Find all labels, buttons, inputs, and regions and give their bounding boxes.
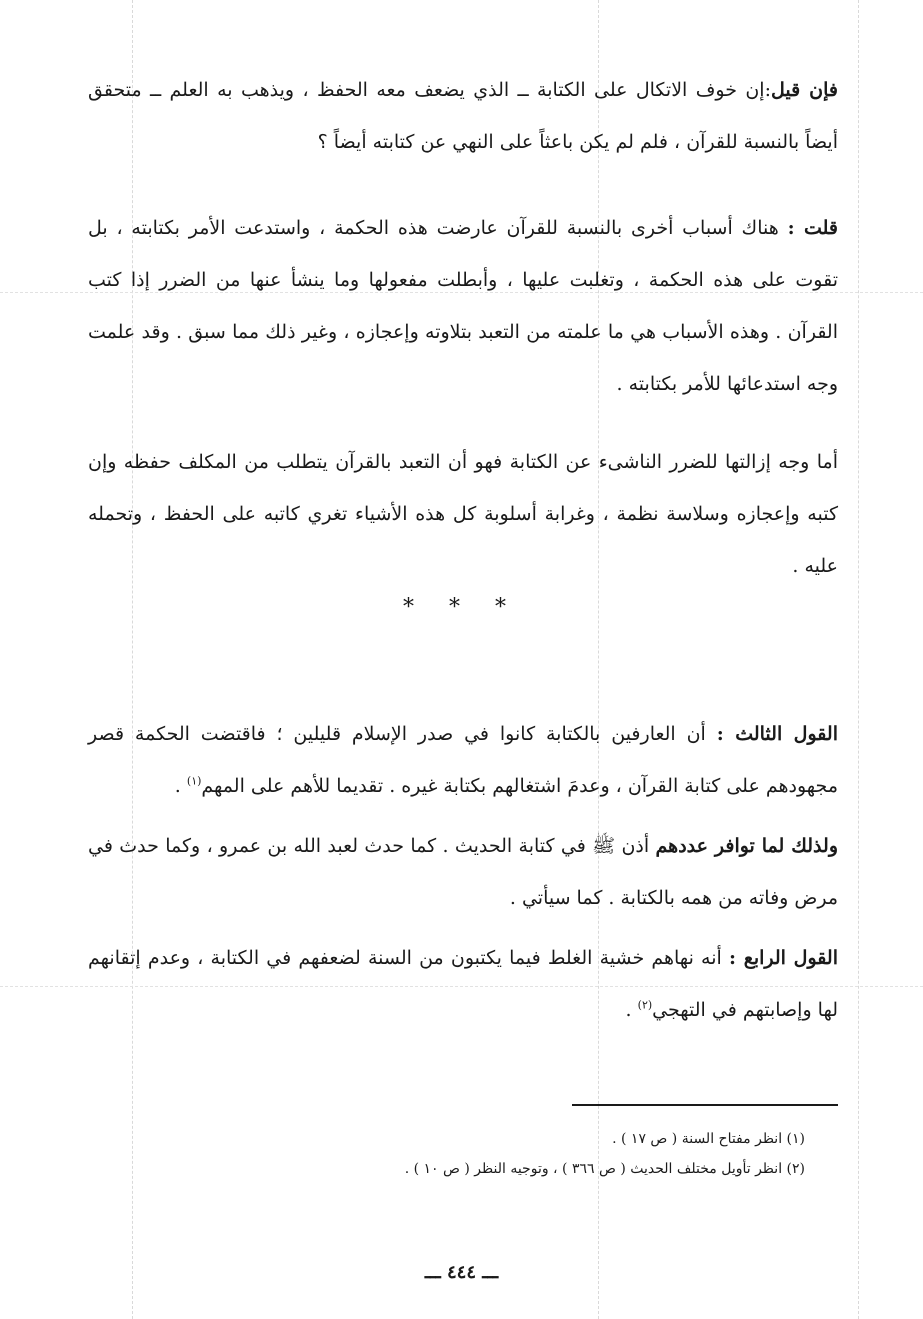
paragraph-third-opinion — [88, 708, 838, 812]
paragraph-text: هناك أسباب أخرى بالنسبة للقرآن عارضت هذه الحكمة ، واستدعت الأمر بكتابته ، بل تقوت على هذه الحكمة ، وتغلبت عليها ، وأبطلت مفعولها وما ينشأ عنها من الضرر إذا كتب القرآن . وهذه الأسباب هي ما علمته من التعبد بتلاوته وإعجازه ، وغير ذلك مما سبق . وقد علمت وجه استدعائها للأمر بكتابته . — [88, 217, 838, 395]
section-separator: * * * — [403, 595, 520, 620]
body-section-2 — [88, 708, 838, 1036]
paragraph-fourth-opinion — [88, 932, 838, 1036]
paragraph-text: أذن ﷺ في كتابة الحديث . كما حدث لعبد الله بن عمرو ، وكما حدث في مرض وفاته من همه بالكتابة . كما سيأتي . — [88, 835, 838, 909]
paragraph-tail: . — [174, 775, 187, 797]
page-number: ـــ ٤٤٤ ـــ — [424, 1262, 499, 1283]
paragraph-text: أن العارفين بالكتابة كانوا في صدر الإسلام قليلين ؛ فاقتضت الحكمة قصر مجهودهم على كتابة القرآن ، وعدمَ اشتغالهم بكتابة غيره . تقديما للأهم على المهم — [88, 723, 838, 797]
paragraph-lead: قلت : — [787, 217, 838, 239]
scan-guide-line — [858, 0, 859, 1319]
paragraph-lead: القول الرابع : — [728, 947, 838, 969]
paragraph-text: أنه نهاهم خشية الغلط فيما يكتبون من السنة لضعفهم في الكتابة ، وعدم إتقانهم لها وإصابتهم في التهجي — [88, 947, 838, 1021]
footnotes — [150, 1124, 805, 1184]
footnote-marker: (٢) — [637, 998, 653, 1012]
body-section-1 — [88, 64, 838, 592]
paragraph-explanation — [88, 436, 838, 592]
paragraph-lead: ولذلك لما توافر عددهم — [655, 835, 838, 857]
paragraph-lead: القول الثالث : — [716, 723, 838, 745]
paragraph-objection — [88, 64, 838, 168]
footnote-item: (٢) انظر تأويل مختلف الحديث ( ص ٣٦٦ ) ، وتوجيه النظر ( ص ١٠ ) . — [404, 1161, 805, 1177]
footnote-marker: (١) — [186, 774, 202, 788]
footnote-item: (١) انظر مفتاح السنة ( ص ١٧ ) . — [612, 1131, 805, 1147]
footnote-divider — [572, 1104, 838, 1106]
paragraph-tail: . — [625, 999, 638, 1021]
paragraph-permission — [88, 820, 838, 924]
paragraph-reply — [88, 202, 838, 410]
paragraph-lead: فإن قيل — [771, 79, 838, 101]
paragraph-text: أما وجه إزالتها للضرر الناشىء عن الكتابة فهو أن التعبد بالقرآن يتطلب من المكلف حفظه وإن كتبه وإعجازه وسلاسة نظمة ، وغرابة أسلوبة كل هذه الأشياء تغري كاتبه على الحفظ ، وتحمله عليه . — [88, 451, 838, 577]
paragraph-text: :إن خوف الاتكال على الكتابة ــ الذي يضعف معه الحفظ ، ويذهب به العلم ــ متحقق أيضاً بالنسبة للقرآن ، فلم لم يكن باعثاً على النهي عن كتابته أيضاً ؟ — [88, 79, 838, 153]
